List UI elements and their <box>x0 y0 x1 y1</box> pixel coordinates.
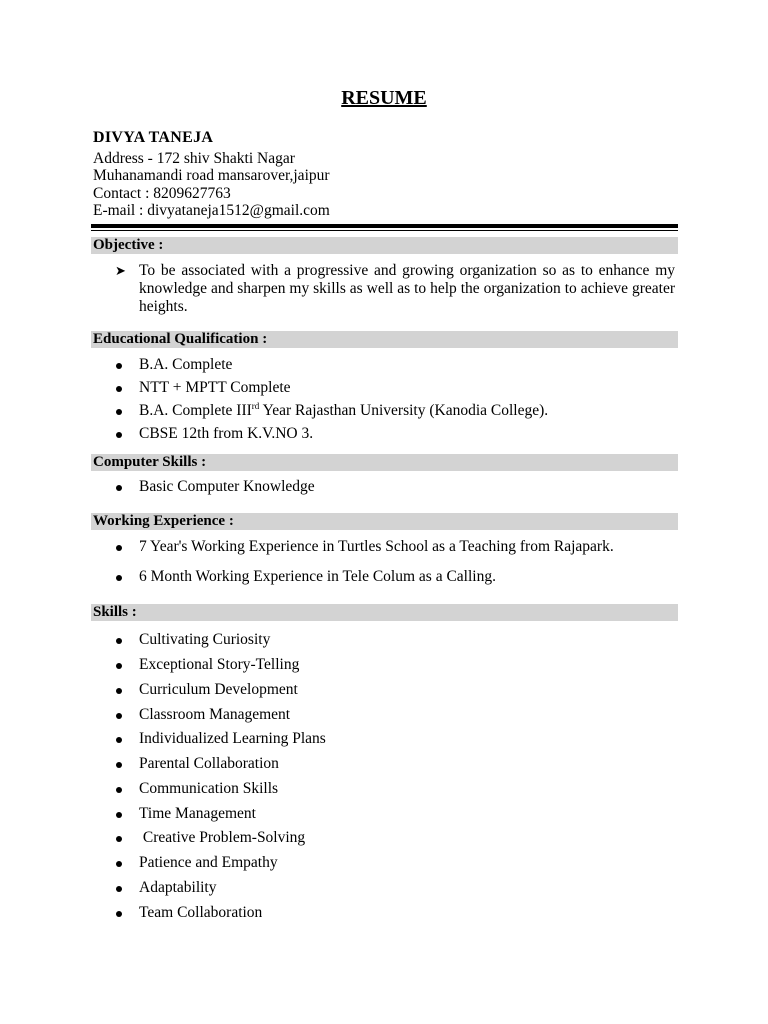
skill-item: Classroom Management <box>139 706 291 723</box>
contact-block <box>93 150 330 219</box>
bullet-icon <box>116 409 122 415</box>
phone-line: Contact : 8209627763 <box>93 184 231 202</box>
bullet-icon <box>116 663 122 669</box>
arrow-bullet-icon: ➤ <box>115 263 126 278</box>
bullet-icon <box>116 485 122 491</box>
skill-item: Patience and Empathy <box>139 854 278 871</box>
skill-item: Team Collaboration <box>139 904 263 921</box>
bullet-icon <box>116 363 122 369</box>
bullet-icon <box>116 762 122 768</box>
resume-title: RESUME <box>341 87 427 109</box>
bullet-icon <box>116 545 122 551</box>
computer-skills-heading: Computer Skills : <box>91 454 678 471</box>
bullet-icon <box>116 688 122 694</box>
skills-heading: Skills : <box>91 604 678 621</box>
skill-item: Creative Problem-Solving <box>139 829 306 846</box>
objective-heading: Objective : <box>91 237 678 254</box>
skill-item: Communication Skills <box>139 780 279 797</box>
education-item: NTT + MPTT Complete <box>139 379 291 396</box>
bullet-icon <box>116 911 122 917</box>
education-item <box>139 402 548 420</box>
header-divider-thick <box>91 224 678 228</box>
computer-skill-item: Basic Computer Knowledge <box>139 478 315 495</box>
bullet-icon <box>116 713 122 719</box>
candidate-name: DIVYA TANEJA <box>93 129 214 146</box>
skill-item: Adaptability <box>139 879 217 896</box>
education-item-rest: Year Rajasthan University (Kanodia College). <box>259 402 549 419</box>
skill-item: Curriculum Development <box>139 681 298 698</box>
education-heading: Educational Qualification : <box>91 331 678 348</box>
education-item-text: B.A. Complete III <box>139 402 252 419</box>
skill-item: Exceptional Story-Telling <box>139 656 300 673</box>
bullet-icon <box>116 386 122 392</box>
bullet-icon <box>116 575 122 581</box>
header-divider-thin <box>91 230 678 231</box>
skill-item: Individualized Learning Plans <box>139 730 326 747</box>
bullet-icon <box>116 787 122 793</box>
skill-item: Time Management <box>139 805 256 822</box>
education-item: B.A. Complete <box>139 356 233 373</box>
skill-item: Cultivating Curiosity <box>139 631 271 648</box>
address-line-1: Address - 172 shiv Shakti Nagar <box>93 150 295 167</box>
bullet-icon <box>116 432 122 438</box>
experience-heading: Working Experience : <box>91 513 678 530</box>
address-line-2: Muhanamandi road mansarover,jaipur <box>93 167 330 185</box>
education-item: CBSE 12th from K.V.NO 3. <box>139 425 314 442</box>
ordinal-suffix: rd <box>251 400 260 411</box>
bullet-icon <box>116 886 122 892</box>
bullet-icon <box>116 861 122 867</box>
bullet-icon <box>116 638 122 644</box>
experience-item: 6 Month Working Experience in Tele Colum as a Calling. <box>139 568 496 585</box>
bullet-icon <box>116 812 122 818</box>
email-line: E-mail : divyataneja1512@gmail.com <box>93 201 330 219</box>
experience-item: 7 Year's Working Experience in Turtles School as a Teaching from Rajapark. <box>139 538 614 555</box>
bullet-icon <box>116 737 122 743</box>
skill-item: Parental Collaboration <box>139 755 279 772</box>
bullet-icon <box>116 836 122 842</box>
objective-text: To be associated with a progressive and growing organization so as to enhance my knowledge and sharpen my skills as well as to help the organization to achieve greater heights. <box>139 262 675 315</box>
